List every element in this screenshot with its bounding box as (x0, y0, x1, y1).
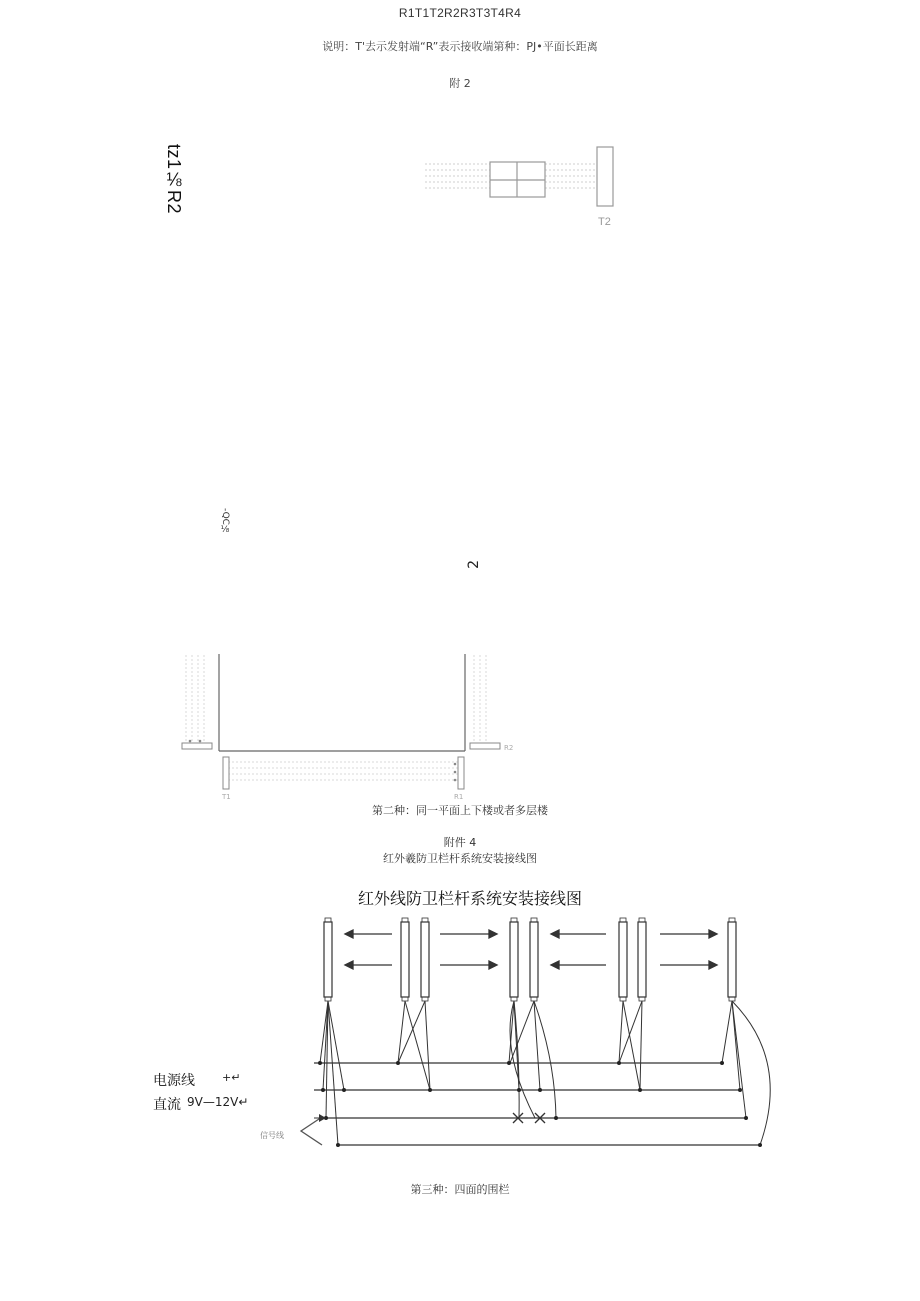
rotated-diagram-label: tz1⅛R2 (164, 144, 184, 215)
t2-sensor (597, 147, 613, 206)
rotated-number: 2 (466, 560, 482, 569)
attachment-4-label: 附件 4 (443, 836, 477, 849)
signal-line-label: 信号线 (260, 1131, 284, 1140)
beam-lines-2-left (186, 655, 204, 742)
beam-lines-2-right (474, 655, 486, 742)
plus-label: +↵ (222, 1071, 241, 1084)
diagram-2 (182, 654, 513, 801)
t1-sensor (223, 757, 229, 789)
pole-1 (324, 922, 332, 997)
diagram-3-caption: 第三种：四面的围栏 (410, 1183, 510, 1196)
power-line-label: 电源线 (153, 1073, 195, 1089)
pole-5 (530, 922, 538, 997)
wiring-diagram-title: 红外线防卫栏杆系统安装接线图 (357, 889, 582, 908)
attachment-2-label: 附 2 (449, 77, 471, 90)
pole-3 (421, 922, 429, 997)
beam-lines-2-bottom (228, 762, 458, 780)
left-sensor-bar (182, 743, 212, 749)
r1-label: R1 (454, 793, 464, 801)
r2-label: R2 (504, 744, 514, 752)
t2-label: T2 (598, 216, 611, 228)
rotated-small-label: -QC⅛ (220, 508, 230, 535)
code-line: R1T1T2R2R3T3T4R4 (398, 6, 522, 20)
voltage-label: 9V—12V↵ (187, 1095, 249, 1109)
r1-sensor (458, 757, 464, 789)
pole-8 (728, 922, 736, 997)
right-sensor-bar (470, 743, 500, 749)
pole-4 (510, 922, 518, 997)
description-text: 说明：T'去示发射端“R”表示接收端第种：PJ•平面长距离 (322, 40, 598, 53)
pole-7 (638, 922, 646, 997)
dc-label: 直流 (153, 1097, 181, 1113)
diagram-2-caption: 第二种：同一平面上下楼或者多层楼 (372, 804, 548, 817)
pole-2 (401, 922, 409, 997)
t1-label: T1 (222, 793, 231, 801)
diagram-1 (425, 147, 613, 228)
attachment-4-title: 红外羲防卫栏杆系统安装接线图 (383, 852, 537, 865)
signal-bracket (301, 1117, 322, 1145)
pole-6 (619, 922, 627, 997)
wiring-diagram (301, 918, 770, 1147)
